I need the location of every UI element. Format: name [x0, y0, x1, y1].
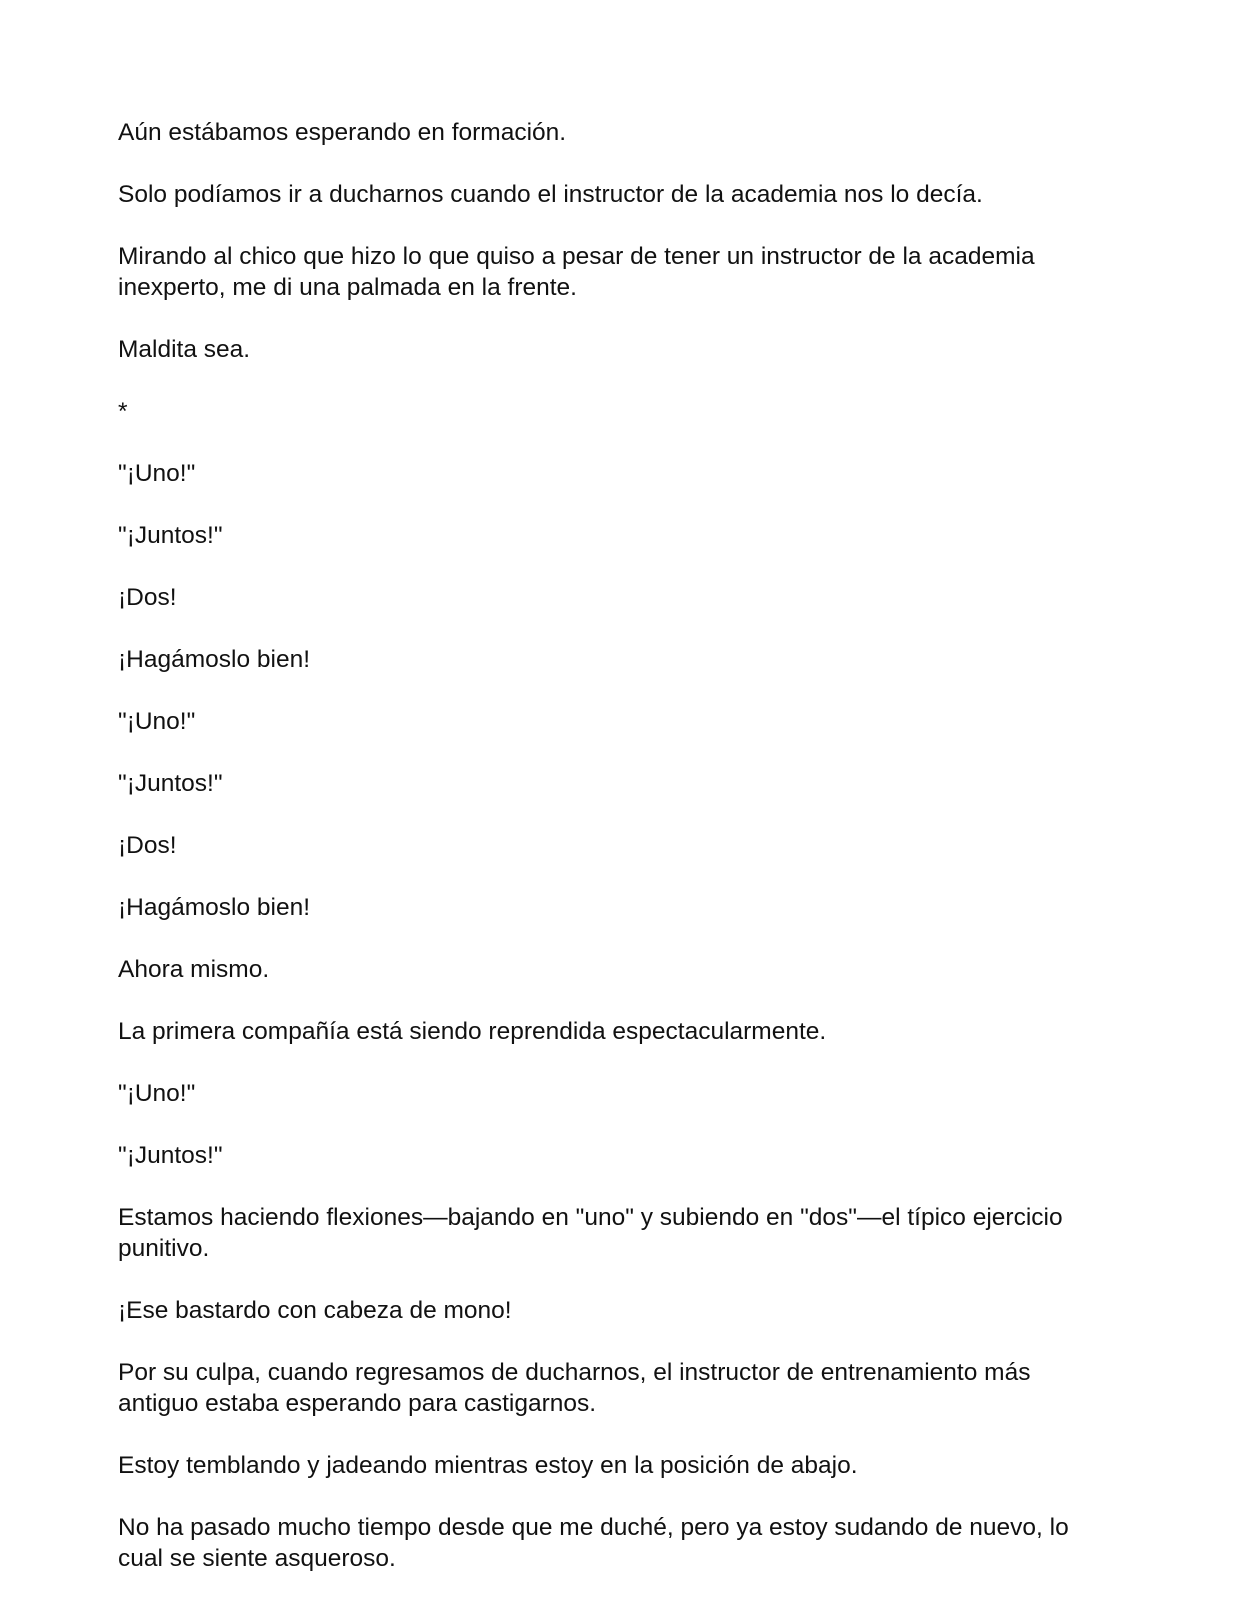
paragraph: ¡Ese bastardo con cabeza de mono! [118, 1297, 512, 1324]
paragraph: Estoy temblando y jadeando mientras estoy en la posición de abajo. [118, 1452, 858, 1479]
paragraph: "¡Juntos!" [118, 770, 223, 797]
paragraph: "¡Juntos!" [118, 1142, 223, 1169]
paragraph: "¡Uno!" [118, 460, 196, 487]
paragraph: La primera compañía está siendo reprendida espectacularmente. [118, 1018, 827, 1045]
scene-break: * [118, 398, 128, 425]
paragraph: Solo podíamos ir a ducharnos cuando el instructor de la academia nos lo decía. [118, 181, 983, 208]
paragraph: Maldita sea. [118, 336, 251, 363]
paragraph: Estamos haciendo flexiones—bajando en "uno" y subiendo en "dos"—el típico ejercicio punitivo. [118, 1204, 1063, 1262]
paragraph: "¡Uno!" [118, 708, 196, 735]
paragraph: Mirando al chico que hizo lo que quiso a pesar de tener un instructor de la academia inexperto, me di una palmada en la frente. [118, 243, 1035, 301]
paragraph: Ahora mismo. [118, 956, 270, 983]
paragraph: ¡Dos! [118, 584, 177, 611]
paragraph: ¡Hagámoslo bien! [118, 894, 311, 921]
paragraph: ¡Hagámoslo bien! [118, 646, 311, 673]
paragraph: "¡Juntos!" [118, 522, 223, 549]
paragraph: "¡Uno!" [118, 1080, 196, 1107]
paragraph: No ha pasado mucho tiempo desde que me duché, pero ya estoy sudando de nuevo, lo cual se siente asqueroso. [118, 1514, 1069, 1572]
paragraph: ¡Dos! [118, 832, 177, 859]
document-body [118, 117, 1078, 1605]
paragraph: Aún estábamos esperando en formación. [118, 119, 567, 146]
paragraph: Por su culpa, cuando regresamos de ducharnos, el instructor de entrenamiento más antiguo estaba esperando para castigarnos. [118, 1359, 1031, 1417]
